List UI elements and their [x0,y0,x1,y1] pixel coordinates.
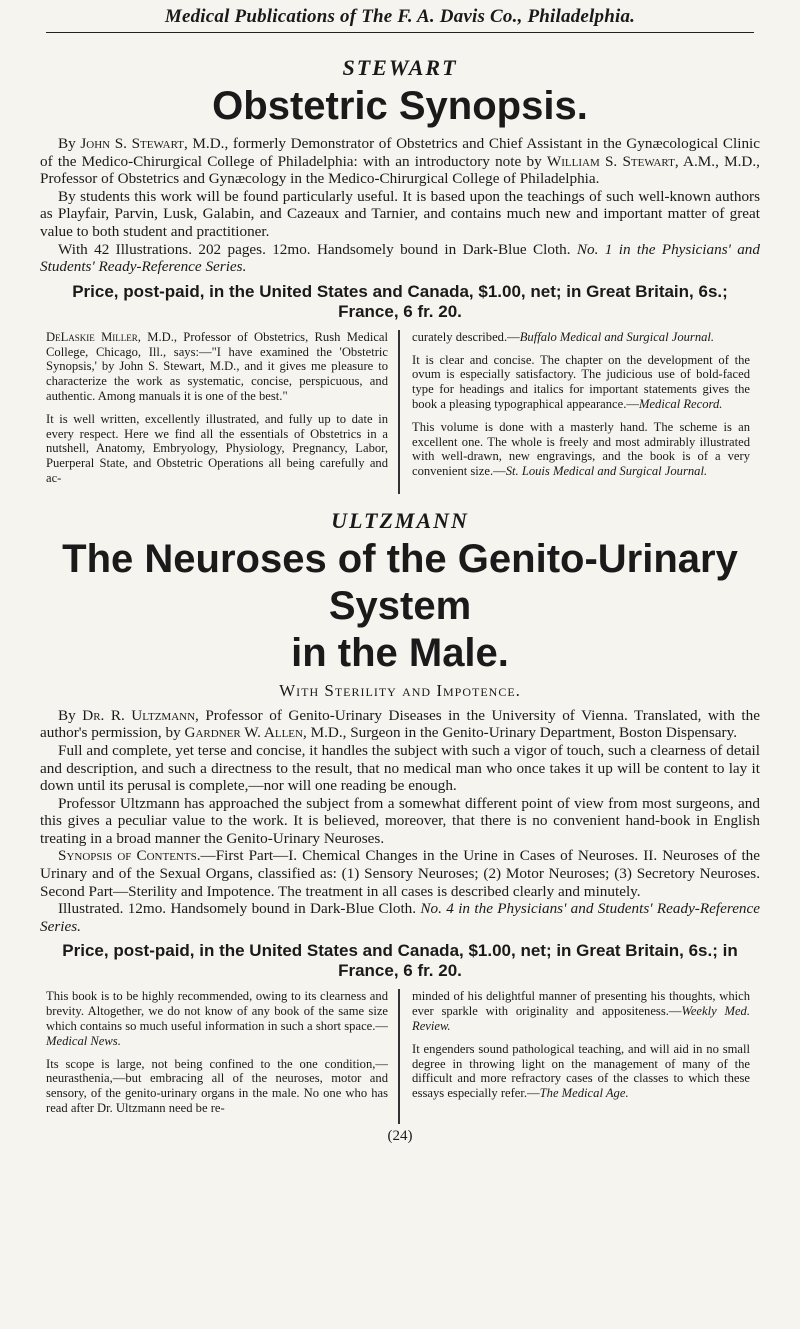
book-description: By John S. Stewart, M.D., formerly Demonstrator of Obstetrics and Chief Assistant in the Gynæcological Clinic of the Medico-Chirurgical College of Philadelphia: with an introductory note by William S. Stewart, A.M., M.D., Professor of Obstetrics and Gynæcology in the Medico-Chirurgical College of Philadelphia. [40,135,760,188]
review-quote: minded of his delightful manner of presenting his thoughts, which ever sparkle with originality and appositeness.—Weekly Med. Review. [412,989,751,1034]
book-title: The Neuroses of the Genito-Urinary System in the Male. [62,536,738,675]
review-column-left [40,989,400,1123]
book-details: With 42 Illustrations. 202 pages. 12mo. Handsomely bound in Dark-Blue Cloth. No. 1 in the Physicians' and Students' Ready-Reference Series. [40,240,760,276]
book-subtitle: With Sterility and Impotence. [279,680,521,700]
review-quote: Its scope is large, not being confined to the one condition,—neurasthenia,—but embracing all of the neuroses, motor and sensory, of the genito-urinary organs in the male. No one who has read after Dr. Ultzmann need be re- [46,1056,388,1116]
book-description: Professor Ultzmann has approached the subject from a somewhat different point of view from most surgeons, and this gives a peculiar value to the work. It is believed, moreover, that there is no convenient hand-book in English treating in a broad manner the Genito-Urinary Neuroses. [40,794,760,847]
review-quote: This volume is done with a masterly hand. The scheme is an excellent one. The whole is freely and most admirably illustrated with well-drawn, new engravings, and the book is of a very convenient size.—St. Louis Medical and Surgical Journal. [412,419,750,479]
book-title: Obstetric Synopsis. [212,84,588,128]
review-column-left [40,330,400,494]
review-quote: It is clear and concise. The chapter on the development of the ovum is especially satisfactory. The judicious use of bold-faced type for headings and italics for important statements gives the book a pleasing typographical appearance.—Medical Record. [412,352,750,411]
book-description: By students this work will be found particularly useful. It is based upon the teachings of such well-known authors as Playfair, Parvin, Lusk, Galabin, and Cazeaux and Tarnier, and contains much new and important matter of great value to both student and practitioner. [40,187,760,240]
price-line: Price, post-paid, in the United States and Canada, $1.00, net; in Great Britain, 6s.; France, 6 fr. 20. [72,281,728,321]
review-quote: curately described.—Buffalo Medical and Surgical Journal. [412,329,715,344]
price-line: Price, post-paid, in the United States and Canada, $1.00, net; in Great Britain, 6s.; in France, 6 fr. 20. [62,941,738,981]
book-listing-genito-urinary-neuroses [40,508,760,1124]
running-header: Medical Publications of The F. A. Davis Co., Philadelphia. [46,6,754,33]
book-author-heading: STEWART [342,55,458,80]
review-quote: It engenders sound pathological teaching, and will aid in no small degree in throwing light on the management of many of the difficult and more refractory cases of the classes to which these essays especially refer.—The Medical Age. [412,1041,750,1101]
book-description: Full and complete, yet terse and concise, it handles the subject with such a vigor of touch, such a clearness of detail and description, and such a directness to the result, that no medical man who once takes it up will be content to lay it down until its perusal is complete,—nor will one reading be enough. [40,741,760,795]
review-quote: This book is to be highly recommended, owing to its clearness and brevity. Altogether, we do not know of any book of the same size which contains so much useful information in such a short space.—Medical News. [46,989,388,1048]
page-number: (24) [387,1127,413,1144]
book-details: Illustrated. 12mo. Handsomely bound in Dark-Blue Cloth. No. 4 in the Physicians' and Students' Ready-Reference Series. [40,900,761,935]
review-columns [40,989,760,1123]
book-listing-obstetric-synopsis [40,55,760,494]
review-column-right [400,989,760,1123]
review-quote: It is well written, excellently illustrated, and fully up to date in every respect. Here we find all the essentials of Obstetrics in a nutshell, Anatomy, Embryology, Physiology, Pregnancy, Labor, Puerperal State, and Obstetric Operations all being carefully and ac- [46,411,388,485]
review-quote: DeLaskie Miller, M.D., Professor of Obstetrics, Rush Medical College, Chicago, Ill., says:—"I have examined the 'Obstetric Synopsis,' by John S. Stewart, M.D., and it gives me pleasure to characterize the work as systematic, concise, perspicuous, and authentic. Among manuals it is one of the best." [46,329,388,403]
book-contents: Synopsis of Contents.—First Part—I. Chemical Changes in the Urine in Cases of Neuroses. II. Neuroses of the Urinary and of the Sexual Organs, classified as: (1) Sensory Neuroses; (2) Motor Neuroses; (3) Secretory Neuroses. Second Part—Sterility and Impotence. The treatment in all cases is described clearly and minutely. [40,847,761,900]
book-description: By Dr. R. Ultzmann, Professor of Genito-Urinary Diseases in the University of Vienna. Translated, with the author's permission, by Gardner W. Allen, M.D., Surgeon in the Genito-Urinary Department, Boston Dispensary. [40,706,760,742]
review-columns [40,330,760,494]
page [40,0,760,1145]
review-column-right [400,330,760,494]
book-author-heading: ULTZMANN [331,507,469,533]
